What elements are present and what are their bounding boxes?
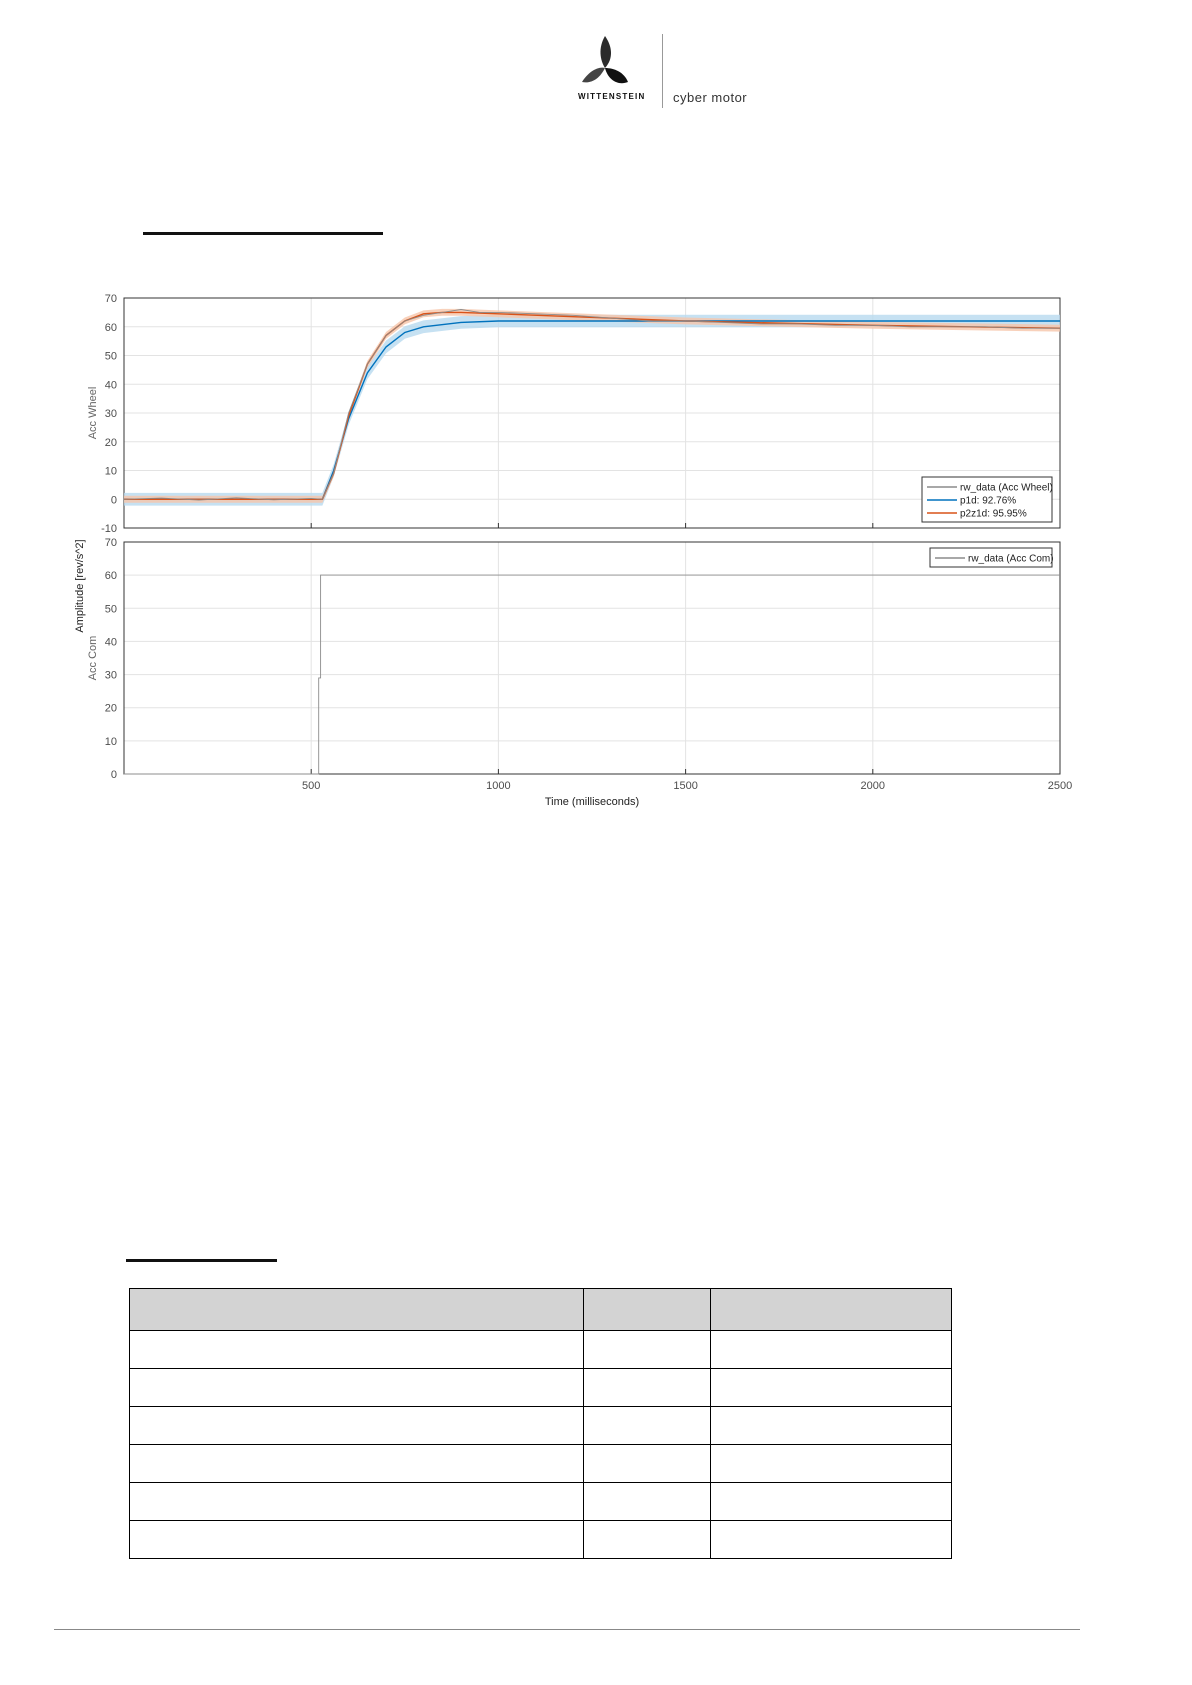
table-cell xyxy=(711,1289,952,1331)
y-tick-label: 70 xyxy=(104,537,117,549)
table-cell xyxy=(584,1369,711,1407)
y-tick-label: 30 xyxy=(104,408,117,420)
table-cell xyxy=(584,1289,711,1331)
confidence-band xyxy=(124,315,1060,506)
table-row xyxy=(130,1445,952,1483)
chart-canvas xyxy=(66,286,1076,816)
y-tick-label: 0 xyxy=(110,769,117,781)
company-logo xyxy=(578,34,758,108)
table-cell xyxy=(130,1369,584,1407)
table-cell xyxy=(711,1483,952,1521)
x-tick-label: 500 xyxy=(302,780,321,792)
y-tick-label: 10 xyxy=(104,735,117,748)
table-cell xyxy=(130,1445,584,1483)
logo-separator xyxy=(662,34,663,108)
table-cell xyxy=(584,1445,711,1483)
series-line xyxy=(124,321,1060,499)
legend-label: p1d: 92.76% xyxy=(960,495,1017,507)
table-cell xyxy=(584,1407,711,1445)
table-header-row xyxy=(130,1289,952,1331)
table-row xyxy=(130,1331,952,1369)
table-cell xyxy=(130,1407,584,1445)
legend-label: rw_data (Acc Wheel) xyxy=(960,482,1053,494)
y-tick-label: 10 xyxy=(104,465,117,478)
acc-wheel-plot xyxy=(87,293,1060,535)
x-tick-label: 1000 xyxy=(486,780,511,792)
table-row xyxy=(130,1369,952,1407)
axes-box xyxy=(124,542,1060,774)
table-cell xyxy=(711,1407,952,1445)
footer-divider xyxy=(54,1629,1080,1630)
y-tick-label: 50 xyxy=(104,603,117,616)
table-row xyxy=(130,1521,952,1559)
table-cell xyxy=(584,1483,711,1521)
section-heading-underline xyxy=(143,232,383,235)
y-tick-label: 50 xyxy=(104,350,117,363)
table-cell xyxy=(130,1331,584,1369)
y-tick-label: 60 xyxy=(104,570,117,583)
table-cell xyxy=(711,1369,952,1407)
table-row xyxy=(130,1407,952,1445)
parameter-table xyxy=(129,1288,952,1559)
brand-tagline: cyber motor xyxy=(673,90,748,105)
y-axis-label: Acc Wheel xyxy=(87,386,99,440)
y-tick-label: 30 xyxy=(104,669,117,682)
brand-name: WITTENSTEIN xyxy=(578,92,646,101)
table-cell xyxy=(584,1521,711,1559)
table-cell xyxy=(130,1483,584,1521)
x-axis-label: Time (milliseconds) xyxy=(544,796,640,808)
legend-label: rw_data (Acc Com) xyxy=(968,553,1054,565)
x-tick-label: 2000 xyxy=(860,780,886,792)
acc-com-plot xyxy=(87,537,1072,792)
y-tick-label: 70 xyxy=(104,293,117,305)
confidence-band xyxy=(124,309,1060,503)
series-line xyxy=(124,310,1060,501)
series-line xyxy=(124,312,1060,499)
table-cell xyxy=(711,1445,952,1483)
x-tick-label: 2500 xyxy=(1047,780,1073,792)
y-tick-label: 0 xyxy=(110,494,117,507)
table-cell xyxy=(130,1289,584,1331)
wittenstein-trefoil-icon xyxy=(578,34,632,90)
table-cell xyxy=(711,1521,952,1559)
section-heading-underline xyxy=(126,1259,277,1262)
x-tick-label: 1500 xyxy=(673,780,698,792)
y-tick-label: 40 xyxy=(104,379,117,392)
legend-label: p2z1d: 95.95% xyxy=(960,508,1027,520)
table-cell xyxy=(584,1331,711,1369)
table-row xyxy=(130,1483,952,1521)
y-tick-label: 40 xyxy=(104,636,117,649)
table-cell xyxy=(130,1521,584,1559)
step-response-chart xyxy=(66,286,1076,816)
y-axis-label: Acc Com xyxy=(87,635,99,681)
y-tick-label: -10 xyxy=(101,523,117,535)
y-tick-label: 20 xyxy=(104,702,117,715)
y-tick-label: 60 xyxy=(104,321,117,334)
y-tick-label: 20 xyxy=(104,436,117,449)
shared-y-axis-label: Amplitude [rev/s^2] xyxy=(74,539,86,633)
table-cell xyxy=(711,1331,952,1369)
